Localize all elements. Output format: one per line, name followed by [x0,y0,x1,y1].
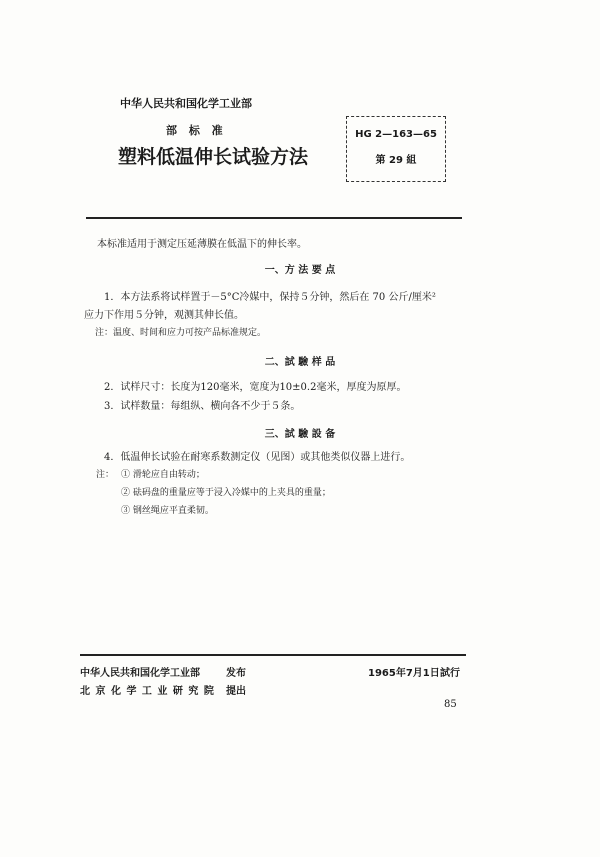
propose-label: 提出 [226,686,246,697]
section-2-heading: 二、試 驗 样 品 [264,357,336,368]
note-1: ① 滑轮应自由转动； [121,470,205,480]
section-3-heading: 三、試 驗 設 备 [264,429,336,440]
item-4: 4．低温伸长试验在耐寒系数测定仪（见图）或其他类似仪器上进行。 [104,452,411,463]
para-1-line-1: 1．本方法系将试样置于－5°C冷媒中，保持５分钟，然后在 70 公斤/厘米² [104,292,436,303]
page-number: 85 [444,699,457,710]
standard-type: 部 标 准 [166,124,227,137]
item-2: 2．试样尺寸：长度为120毫米，宽度为10±0.2毫米，厚度为原厚。 [104,382,407,393]
intro-text: 本标准适用于测定压延薄膜在低温下的伸长率。 [97,239,307,250]
item-3: 3．试样数量：每组纵、横向各不少于５条。 [104,401,301,412]
note-label: 注： [96,470,115,480]
section-1-heading: 一、方 法 要 点 [264,265,336,276]
footer-rule [80,654,466,656]
document-title: 塑料低温伸长试验方法 [118,146,309,168]
issue-label: 发布 [226,668,246,679]
proposer: 北 京 化 学 工 业 研 究 院 [80,686,215,697]
para-1-line-2: 应力下作用５分钟，观测其伸长值。 [84,310,244,321]
standard-group: 第 29 組 [375,155,417,166]
standard-code: HG 2—163—65 [355,129,437,140]
ministry-name: 中华人民共和国化学工业部 [120,97,252,110]
trial-label: 試行 [440,668,460,679]
issuer: 中华人民共和国化学工业部 [80,668,200,679]
section-1-note: 注：温度、时间和应力可按产品标准规定。 [95,328,267,338]
note-3: ③ 钢丝绳应平直柔韧。 [121,506,214,516]
effective-date: 1965年7月1日 [368,668,440,679]
standard-code-box [346,116,446,182]
note-2: ② 砝码盘的重量应等于浸入冷媒中的上夹具的重量； [121,488,331,498]
header-rule [86,217,462,219]
